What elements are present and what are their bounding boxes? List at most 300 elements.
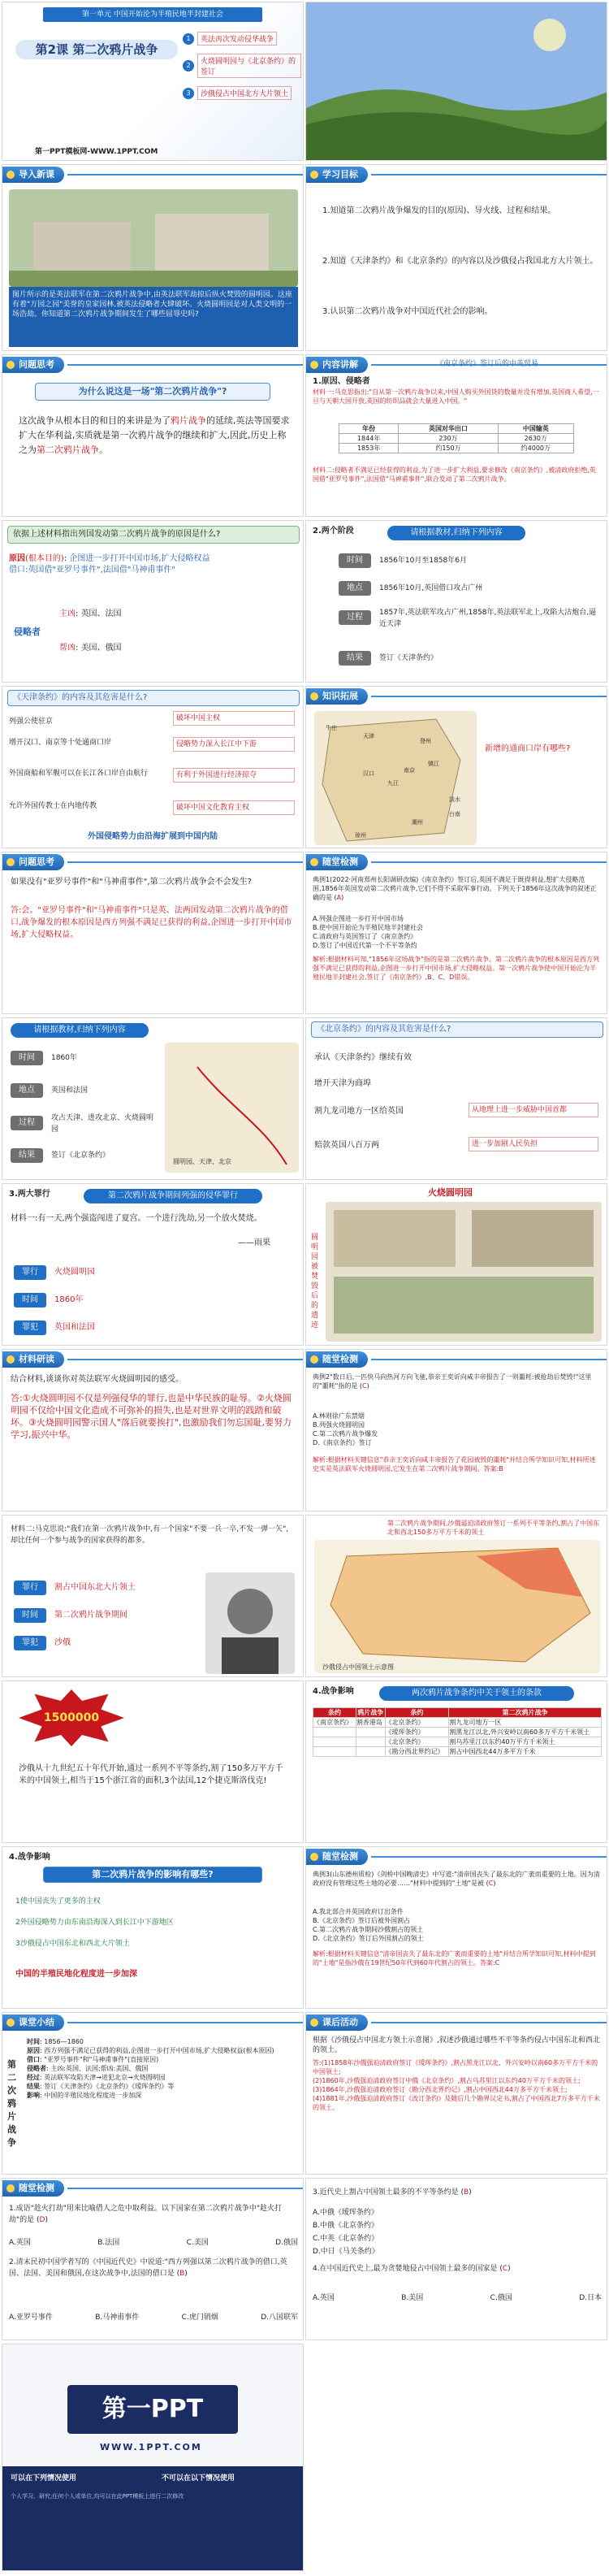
notice-allowed: 可以在下列情况使用 bbox=[11, 2474, 77, 2483]
row-value: 1860年 bbox=[51, 1054, 77, 1062]
check-options bbox=[313, 2292, 602, 2304]
header-label: 随堂检测 bbox=[306, 1351, 368, 1368]
table-row bbox=[339, 444, 574, 453]
header-line bbox=[67, 364, 303, 366]
tianjin-summary: 外国侵略势力由沿海扩展到中国内陆 bbox=[88, 832, 218, 841]
table-row bbox=[313, 1728, 602, 1737]
influence-question: 第二次鸦片战争的影响有哪些? bbox=[43, 1867, 262, 1883]
table-cell: 《北京条约》 bbox=[385, 1718, 449, 1728]
table-cell: 《勘分西北界约记》 bbox=[385, 1747, 449, 1757]
header-line bbox=[67, 861, 303, 863]
option: D.日本 bbox=[579, 2294, 602, 2302]
table-row bbox=[313, 1718, 602, 1728]
table-cell bbox=[356, 1737, 385, 1747]
header-label: 随堂检测 bbox=[306, 854, 368, 870]
summary-key: 侵略者 bbox=[27, 2065, 46, 2072]
question-text: 典例1(2022·河南郑州长阳调研改编)《南京条约》签订后,英国不满足于既得利益,想扩大侵略范围,1856年英国发动第二次鸦片战争,它们不得不采取军事行动。下列关于1856年这次战争的叙述正确的是 bbox=[313, 876, 597, 901]
header-line bbox=[371, 1359, 607, 1360]
table-header: 第二次鸦片战争 bbox=[449, 1708, 602, 1718]
crimes-title: 3.两大罪行 bbox=[9, 1190, 50, 1199]
check-analysis: 解析:根据材料关键信息"恭亲王奕䜣向咸丰帝报告了花园被毁的噩耗"并结合所学知识可知,材料所述史实是英法联军火烧圆明园,它发生在第二次鸦片战争期间。答案:B bbox=[313, 1456, 596, 1472]
goal-1: 1.知道第二次鸦片战争爆发的目的(原因)、导火线、过程和结果。 bbox=[322, 206, 556, 215]
slide-check5 bbox=[305, 2178, 607, 2340]
cover-item bbox=[183, 54, 301, 78]
question-bar bbox=[7, 690, 300, 706]
option: B.马神甫事件 bbox=[95, 2314, 140, 2322]
root-cause: 原因(根本目的): 企图进一步打开中国市场,扩大侵略权益 借口:英国借"亚罗号事件",法国借"马神甫事件" bbox=[9, 554, 210, 575]
think-question: 如果没有"亚罗号事件"和"马神甫事件",第二次鸦片战争会不会发生? bbox=[11, 878, 252, 887]
answer-letter: D bbox=[39, 2216, 45, 2224]
table-header: 中国输英 bbox=[498, 424, 573, 434]
row-key: 罪犯 bbox=[14, 1321, 46, 1335]
header-line bbox=[371, 2022, 607, 2023]
russia-land-map bbox=[314, 1540, 600, 1673]
slide-intro bbox=[2, 164, 304, 351]
option: C.第二次鸦片战争期间沙俄割占的领土 bbox=[313, 1926, 424, 1933]
row-value: 割占中国东北大片领土 bbox=[54, 1583, 136, 1592]
slide-header bbox=[2, 852, 303, 872]
summary-key: 原因 bbox=[27, 2047, 40, 2054]
port-label: 天津 bbox=[363, 733, 374, 739]
summary-value: 签订《天津条约》《北京条约》《瑷珲条约》等 bbox=[44, 2083, 175, 2090]
check-analysis: 解析:根据材料关键信息"清帝国丧失了最东北的广袤而重要的土地"并结合所学知识可知,材料中提到的"土地"是指沙俄在19世纪50年代到60年代割占的领土。答案:C bbox=[313, 1950, 596, 1967]
cover-site: 第一PPT模板网-WWW.1PPT.COM bbox=[35, 148, 158, 156]
row-key: 地点 bbox=[11, 1083, 43, 1098]
slide-header bbox=[2, 1350, 303, 1369]
question-text: 2.清末民初中国学者写的《中国近代史》中说道:"西方列强以第二次鸦片战争的借口,英国、法国、美国和俄国,在这次战争中,法国的借口是 bbox=[9, 2258, 287, 2278]
territory-text: 沙俄从十九世纪五十年代开始,通过一系列不平等条约,割了150多万平方千米的中国领土,相当于15个浙江省的面积,3个法国,12个捷克斯洛伐克! bbox=[19, 1764, 283, 1785]
option: A.列强企图进一步打开中国市场 bbox=[313, 915, 404, 922]
summary-value: "亚罗号事件"和"马神甫事件"(直接原因) bbox=[44, 2056, 159, 2063]
slide-check4 bbox=[2, 2178, 304, 2340]
influence-item: 1使中国丧失了更多的主权 bbox=[15, 1897, 101, 1906]
table-cell: 割黑龙江以北,外兴安岭以南60多万平方千米领土 bbox=[449, 1728, 602, 1737]
beijing-item: 赔款英国八百万两 bbox=[314, 1141, 379, 1150]
option: D.俄国 bbox=[275, 2239, 298, 2247]
influence-summary: 中国的半殖民地化程度进一步加深 bbox=[15, 1970, 137, 1979]
unit-banner: 第一单元 中国开始沦为半殖民地半封建社会 bbox=[43, 7, 262, 22]
intro-caption: 图片所示的是英法联军在第二次鸦片战争中,由英法联军劫掠后纵火焚毁的圆明园。这座有着"万园之园"美誉的皇家园林,被英法侵略者大肆破坏。火烧圆明园是对人类文明的一场浩劫。你知道第二次鸦片战争期间发生了哪些屈辱史吗? bbox=[9, 287, 298, 347]
row-key: 结果 bbox=[339, 651, 371, 666]
influence-item: 3沙俄侵占中国东北和西北大片领土 bbox=[15, 1940, 130, 1948]
notice-forbidden: 不可以在以下情况使用 bbox=[162, 2474, 235, 2483]
port-label: 登州 bbox=[420, 738, 431, 744]
footer-brand bbox=[2, 2344, 304, 2571]
yuanmingyuan-ruins-image bbox=[9, 189, 298, 287]
port-label: 九江 bbox=[387, 780, 399, 787]
row-key: 罪行 bbox=[14, 1265, 46, 1280]
check-options bbox=[313, 2206, 602, 2258]
summary-key: 借口 bbox=[27, 2056, 40, 2063]
burn-sub: 请根据教材,归纳下列内容 bbox=[11, 1023, 149, 1038]
tianjin-effect: 破坏中国文化教育主权 bbox=[173, 800, 295, 815]
think-answer: 答:会。"亚罗号事件"和"马神甫事件"只是英、法两国发动第二次鸦片战争的借口,战争爆发的根本原因是西方列强不满足已获得的利益,企图进一步打开中国市场,扩大侵略权益。 bbox=[11, 906, 292, 939]
option: D.签订了中国近代第一个不平等条约 bbox=[313, 942, 417, 949]
answer-letter: B bbox=[179, 2270, 185, 2278]
beijing-item: 割九龙司地方一区给英国 bbox=[314, 1107, 404, 1116]
summary-key: 影响 bbox=[27, 2092, 40, 2099]
slide-header bbox=[2, 355, 303, 375]
port-label: 潮州 bbox=[412, 819, 423, 826]
expand-question: 新增的通商口岸有哪些? bbox=[485, 744, 571, 753]
slide-header bbox=[2, 2179, 303, 2198]
summary-value: 英法联军攻陷天津→进犯北京→火烧圆明园 bbox=[44, 2074, 166, 2081]
tianjin-effect: 侵略势力深入长江中下游 bbox=[173, 737, 295, 752]
answer-highlight: 第二次鸦片战争 bbox=[37, 445, 99, 455]
summary-key: 时间 bbox=[27, 2038, 40, 2045]
summary-row: 影响: 中国的半殖民地化程度进一步加深 bbox=[27, 2092, 142, 2099]
slide-activity bbox=[305, 2012, 607, 2175]
slide-cover-photo bbox=[305, 2, 607, 161]
invader-main: 主凶: 英国、法国 bbox=[59, 609, 122, 618]
influence-title: 4.战争影响 bbox=[313, 1687, 354, 1696]
stages-sub: 请根据教材,归纳下列内容 bbox=[387, 526, 525, 540]
cover-item-num: 1 bbox=[183, 33, 194, 45]
check-question: 1.成语"趁火打劫"用来比喻借人之危中取利益。以下国家在第二次鸦片战争中"趁火打劫"的是 (D) bbox=[9, 2205, 283, 2224]
header-line bbox=[371, 174, 607, 176]
option: D.《北京条约》签订后外国割占的领土 bbox=[313, 1935, 424, 1942]
slide-header bbox=[306, 1350, 607, 1369]
activity-text: 根据《沙俄侵占中国北方领土示意图》,叙述沙俄通过哪些不平等条约侵占中国东北和西北的领土。 bbox=[313, 2036, 600, 2054]
reading-answer: 答:①火烧圆明园不仅是列强侵华的罪行,也是中华民族的耻辱。②火烧圆明园不仅给中国文化造成不可弥补的损失,也是对世界文明的践踏和破坏。③火烧圆明园警示国人"落后就要挨打",也激励我们勿忘国耻,要努力学习,振兴中华。 bbox=[11, 1393, 292, 1440]
header-line bbox=[67, 2022, 303, 2023]
table-cell: 割九龙司地方一区 bbox=[449, 1718, 602, 1728]
row-value: 攻占天津、进攻北京、火烧圆明园 bbox=[51, 1114, 154, 1134]
header-line bbox=[371, 1856, 607, 1858]
slide-check2 bbox=[305, 1349, 607, 1511]
heading: 1.原因、侵略者 bbox=[313, 377, 370, 386]
table-cell: 230万 bbox=[399, 434, 498, 444]
answer-part: 。 bbox=[99, 445, 108, 455]
marx-portrait bbox=[205, 1572, 295, 1674]
question-text: 依据上述材料指出列国发动第二次鸦片战争的原因是什么? bbox=[13, 530, 221, 539]
question-text: 3.近代史上割占中国领土最多的不平等条约是 bbox=[313, 2188, 459, 2197]
port-label: 淡水 bbox=[449, 796, 460, 803]
slide-content bbox=[305, 354, 607, 517]
header-label: 问题思考 bbox=[2, 854, 64, 870]
notice-bar bbox=[2, 2466, 304, 2571]
invader-help: 帮凶: 美国、俄国 bbox=[59, 644, 122, 653]
goal-2: 2.知道《天津条约》和《北京条约》的内容以及沙俄侵占我国北方大片领土。 bbox=[322, 257, 598, 266]
check-question: 4.在中国近代史上,最为贪婪地侵占中国领土最多的国家是 (C) bbox=[313, 2265, 511, 2273]
check-question: 典例1(2022·河南郑州长阳调研改编)《南京条约》签订后,英国不满足于既得利益,想扩大侵略范围,1856年英国发动第二次鸦片战争,它们不得不采取军事行动。下列关于1856年这次战争的叙述正确的是 (A) bbox=[313, 876, 597, 901]
option: A.亚罗号事件 bbox=[9, 2314, 53, 2322]
header-label: 随堂检测 bbox=[2, 2180, 64, 2197]
material-2: 材料二:侵略者不满足已经获得的利益,为了进一步扩大利益,要求修改《南京条约》,被清政府拒绝,英国借"亚罗号事件",法国借"马神甫事件",联合发动了第二次鸦片战争。 bbox=[313, 466, 596, 483]
table-cell bbox=[313, 1747, 356, 1757]
header-line bbox=[371, 861, 607, 863]
header-line bbox=[67, 1359, 303, 1360]
header-label: 知识拓展 bbox=[306, 688, 368, 705]
slide-cover bbox=[2, 2, 304, 161]
option: C.第二次鸦片战争爆发 bbox=[313, 1430, 378, 1438]
goal-3: 3.认识第二次鸦片战争对中国近代社会的影响。 bbox=[322, 307, 493, 316]
slide-crimes bbox=[2, 1183, 304, 1346]
table-header: 鸦片战争 bbox=[357, 1709, 384, 1716]
option: B.美国 bbox=[401, 2294, 424, 2302]
slide-stages bbox=[305, 520, 607, 683]
slide-header bbox=[306, 852, 607, 872]
crimes-sub: 第二次鸦片战争期间列强的侵华罪行 bbox=[84, 1189, 262, 1203]
landscape-image bbox=[306, 2, 607, 161]
question-bar bbox=[7, 526, 300, 544]
row-key: 罪犯 bbox=[14, 1636, 46, 1650]
row-value: 签订《天津条约》 bbox=[379, 654, 438, 662]
slide-territory bbox=[2, 1680, 304, 1843]
check-question: 典例3(山东德州质检)《剑桥中国晚清史》中写道:"清帝国丧失了最东北的广袤而重要的土地。因为清政府没有管理这些土地的必要……"材料中提到的"土地"是被 (C) bbox=[313, 1871, 600, 1887]
header-label: 问题思考 bbox=[2, 357, 64, 373]
row-value: 第二次鸦片战争期间 bbox=[54, 1611, 127, 1620]
question-text: 1.成语"趁火打劫"用来比喻借人之危中取利益。以下国家在第二次鸦片战争中"趁火打劫"的是 bbox=[9, 2205, 283, 2224]
table-row bbox=[339, 434, 574, 444]
answer-line: (4)1881年,沙俄强迫清政府签订《改订条约》及随后几个勘界议定书,割占了中国西北7万多平方千米的领土。 bbox=[313, 2095, 600, 2111]
header-label: 内容讲解 bbox=[306, 357, 368, 373]
check-options bbox=[313, 914, 602, 950]
option: C.中英《北京条约》 bbox=[313, 2235, 379, 2243]
root-text: 企图进一步打开中国市场,扩大侵略权益 bbox=[69, 554, 210, 563]
table-row bbox=[339, 424, 574, 434]
influence-sub: 两次鸦片战争条约中关于领土的条款 bbox=[379, 1686, 574, 1701]
row-value: 1856年10月,英国借口攻占广州 bbox=[379, 584, 483, 592]
cover-item-label: 沙俄侵占中国北方大片领土 bbox=[197, 86, 292, 100]
check-options bbox=[313, 1412, 602, 1447]
table-cell bbox=[356, 1747, 385, 1757]
table-cell: 《瑷珲条约》 bbox=[385, 1728, 449, 1737]
option: B.列强火烧圆明园 bbox=[313, 1421, 365, 1429]
brand-url: WWW.1PPT.COM bbox=[100, 2442, 202, 2452]
stages-title: 2.两个阶段 bbox=[313, 527, 354, 536]
slide-influence-table bbox=[305, 1680, 607, 1843]
cover-items bbox=[183, 32, 301, 100]
row-value: 签订《北京条约》 bbox=[51, 1151, 110, 1160]
option: D.八国联军 bbox=[261, 2314, 298, 2322]
cover-item bbox=[183, 86, 301, 100]
header-line bbox=[67, 174, 303, 176]
row-value: 沙俄 bbox=[54, 1638, 71, 1647]
port-label: 汉口 bbox=[363, 770, 374, 777]
table-cell bbox=[313, 1737, 356, 1747]
subhead: 《南京条约》签订后的中英贸易 bbox=[436, 360, 539, 368]
check-analysis: 解析:根据材料可知,"1856年这场战争"指的是第二次鸦片战争。第二次鸦片战争的根本原因是西方列强不满足已获得的利益,企图进一步打开中国市场,扩大侵略权益。第一次鸦片战争使中国开始沦为半殖民地半封建社会,签订了《南京条约》,B、C、D错误。 bbox=[313, 956, 599, 981]
russia-map-title: 第二次鸦片战争期间,沙俄逼迫清政府签订一系列不平等条约,割占了中国东北和西北150多万平方千米的领土 bbox=[387, 1520, 600, 1536]
table-row bbox=[313, 1747, 602, 1757]
row-value: 英国和法国 bbox=[51, 1086, 89, 1095]
check-question: 2.清末民初中国学者写的《中国近代史》中说道:"西方列强以第二次鸦片战争的借口,英国、法国、美国和俄国,在这次战争中,法国的借口是 (B) bbox=[9, 2258, 287, 2278]
slide-header bbox=[306, 165, 607, 184]
row-key: 时间 bbox=[14, 1293, 46, 1308]
table-cell: 约150万 bbox=[399, 444, 498, 453]
slide-header bbox=[2, 165, 303, 184]
slide-header bbox=[306, 1847, 607, 1867]
answer-letter: A bbox=[336, 894, 342, 901]
summary-row: 时间: 1856—1860 bbox=[27, 2038, 84, 2045]
row-key: 地点 bbox=[339, 581, 371, 596]
row-key: 时间 bbox=[14, 1608, 46, 1623]
table-cell: 2630万 bbox=[498, 434, 573, 444]
tianjin-item: 允许外国传教士在内地传教 bbox=[9, 802, 97, 810]
table-header: 条约 bbox=[385, 1708, 449, 1718]
option: D.《南京条约》签订 bbox=[313, 1439, 372, 1446]
summary-row: 经过: 英法联军攻陷天津→进犯北京→火烧圆明园 bbox=[27, 2074, 166, 2081]
slide-think bbox=[2, 852, 304, 1014]
root-label: 原因 bbox=[9, 554, 25, 563]
material-1: 材料一:马克思指出:"自从第一次鸦片战争以来,中国人购买外国货的数量并没有增加,英国商人希望,一旦与天朝大国开放,英国的纺织品就会大量进入中国。" bbox=[313, 388, 599, 405]
summary-row: 原因: 西方列强不满足已获得的利益,企图进一步打开中国市场,扩大侵略权益(根本原因) bbox=[27, 2047, 274, 2054]
table-header: 英国对华出口 bbox=[399, 424, 498, 434]
row-key: 过程 bbox=[11, 1116, 43, 1130]
material-author: ——雨果 bbox=[238, 1238, 270, 1247]
beijing-effect: 从地理上进一步威胁中国首都 bbox=[469, 1103, 598, 1117]
port-label: 镇江 bbox=[428, 761, 439, 767]
question-text: 典例2"数日后,一匹快马向热河方向飞驰,恭亲王奕䜣向咸丰帝报告了一则噩耗:被抢劫后焚毁!"这里的"噩耗"指的是 bbox=[313, 1373, 592, 1390]
header-label: 随堂检测 bbox=[306, 1849, 368, 1865]
table-cell bbox=[313, 1728, 356, 1737]
ruins-title: 火烧圆明园 bbox=[428, 1187, 473, 1198]
row-key: 过程 bbox=[339, 610, 371, 625]
option: C.美国 bbox=[186, 2239, 209, 2247]
trade-table bbox=[339, 423, 574, 453]
question-answer bbox=[19, 414, 292, 458]
option: D.中日《马关条约》 bbox=[313, 2248, 379, 2256]
invader-names: 英国、法国 bbox=[80, 609, 122, 618]
header-label: 课堂小结 bbox=[2, 2014, 64, 2031]
cover-item-num: 2 bbox=[183, 60, 194, 72]
question-box: 为什么说这是一场"第二次鸦片战争"? bbox=[35, 383, 270, 401]
option: B.使中国开始沦为半殖民地半封建社会 bbox=[313, 924, 424, 931]
option: A.英国 bbox=[313, 2294, 335, 2302]
cover-item bbox=[183, 32, 301, 46]
question-text: 《北京条约》的内容及其危害是什么? bbox=[317, 1025, 451, 1034]
answer-letter: C bbox=[502, 2265, 508, 2273]
port-label: 南京 bbox=[404, 767, 415, 774]
header-label: 材料研读 bbox=[2, 1351, 64, 1368]
table-header: 条约 bbox=[313, 1708, 356, 1718]
row-value: 1856年10月至1858年6月 bbox=[379, 557, 467, 565]
invader-names: 美国、俄国 bbox=[80, 644, 122, 653]
option: C.虎门销烟 bbox=[181, 2314, 218, 2322]
material: 材料二:马克思说:"我们在第一次鸦片战争中,有一个国家"不要一兵一卒,不发一弹一矢",却比任何一个参与战争的国家获得的都多。 bbox=[11, 1525, 289, 1545]
question-text: 《天津条约》的内容及其危害是什么? bbox=[13, 693, 148, 702]
route-map bbox=[165, 1043, 299, 1173]
slide-goals bbox=[305, 164, 607, 351]
row-value: 1860年 bbox=[54, 1295, 84, 1304]
tianjin-effect: 破坏中国主权 bbox=[173, 711, 295, 726]
tianjin-item: 外国商船和军舰可以在长江各口岸自由航行 bbox=[9, 770, 149, 778]
port-label: 琼州 bbox=[355, 832, 366, 839]
russia-map-caption: 沙俄侵占中国领土示意图 bbox=[322, 1663, 394, 1671]
summary-value: 西方列强不满足已获得的利益,企图进一步打开中国市场,扩大侵略权益(根本原因) bbox=[44, 2047, 274, 2054]
cover-item-num: 3 bbox=[183, 88, 194, 99]
table-cell: 割占中国西北44万多平方千米 bbox=[449, 1747, 602, 1757]
invader-role: 主凶 bbox=[59, 609, 76, 618]
route-map-label: 圆明园、天津、北京 bbox=[173, 1158, 231, 1165]
option: C.清政府与英国签订了《南京条约》 bbox=[313, 933, 417, 940]
slide-beijing bbox=[305, 1017, 607, 1180]
header-label: 课后活动 bbox=[306, 2014, 368, 2031]
tianjin-effect: 有利于外国进行经济掠夺 bbox=[173, 768, 295, 783]
slide-reading bbox=[2, 1349, 304, 1511]
summary-key: 经过 bbox=[27, 2074, 40, 2081]
summary-root: 第二次鸦片战争 bbox=[7, 2059, 16, 2148]
summary-rows bbox=[27, 2037, 300, 2100]
check-question: 3.近代史上割占中国领土最多的不平等条约是 (B) bbox=[313, 2188, 472, 2197]
tianjin-item: 增开汉口、南京等十处通商口岸 bbox=[9, 739, 112, 747]
check-options bbox=[9, 2237, 298, 2249]
activity-answer bbox=[313, 2058, 602, 2112]
question-text: 典例3(山东德州质检)《剑桥中国晚清史》中写道:"清帝国丧失了最东北的广袤而重要的土地。因为清政府没有管理这些土地的必要……"材料中提到的"土地"是被 bbox=[313, 1871, 600, 1887]
table-row bbox=[313, 1737, 602, 1747]
port-label: 台南 bbox=[449, 811, 460, 817]
slide-tianjin bbox=[2, 686, 304, 848]
influence-item: 2外国侵略势力由东南沿海深入到长江中下游地区 bbox=[15, 1919, 174, 1927]
treaty-table bbox=[313, 1707, 602, 1757]
slide-burning bbox=[2, 1017, 304, 1180]
table-cell: 割香港岛 bbox=[356, 1718, 385, 1728]
answer-letter: B bbox=[463, 2188, 469, 2197]
beijing-effect: 进一步加剧人民负担 bbox=[469, 1137, 598, 1151]
notice-notes: 个人学习、研究;任何个人或单位,均可以在此PPT模板上进行二次修改 bbox=[11, 2493, 184, 2500]
table-cell: 割乌苏里江以东约40万平方千米领土 bbox=[449, 1737, 602, 1747]
answer-line: (2)1860年,沙俄强迫清政府签订中俄《北京条约》,割占乌苏里江以东约40万平方千米的领土; bbox=[313, 2077, 581, 2084]
answer-letter: C bbox=[488, 1880, 494, 1887]
summary-row: 结果: 签订《天津条约》《北京条约》《瑷珲条约》等 bbox=[27, 2083, 175, 2090]
row-key: 时间 bbox=[11, 1051, 43, 1065]
beijing-item: 增开天津为商埠 bbox=[314, 1079, 371, 1088]
cover-item-label: 火烧圆明园与《北京条约》的签订 bbox=[197, 54, 301, 78]
slide-header bbox=[306, 2013, 607, 2032]
slide-ruins bbox=[305, 1183, 607, 1346]
table-cell: 1844年 bbox=[339, 434, 399, 444]
answer-part: 这次战争从根本目的和目的来讲是为了 bbox=[19, 415, 171, 426]
answer-letter: C bbox=[362, 1382, 367, 1390]
option: B.《北京条约》签订后被外国割占 bbox=[313, 1917, 411, 1924]
question-text: 4.在中国近代史上,最为贪婪地侵占中国领土最多的国家是 bbox=[313, 2265, 498, 2273]
root-sub: (根本目的) bbox=[25, 554, 64, 563]
summary-value: 中国的半殖民地化程度进一步加深 bbox=[44, 2092, 142, 2099]
pretext-text: 借口:英国借"亚罗号事件",法国借"马神甫事件" bbox=[9, 566, 175, 575]
option: A.中俄《瑷珲条约》 bbox=[313, 2209, 378, 2217]
row-key: 结果 bbox=[11, 1148, 43, 1163]
table-cell bbox=[356, 1728, 385, 1737]
ruins-images bbox=[326, 1202, 602, 1342]
row-value: 火烧圆明园 bbox=[54, 1268, 95, 1277]
option: A.英国 bbox=[9, 2239, 31, 2247]
ruins-side-text: 圆明园被焚毁后的遗迹 bbox=[311, 1234, 319, 1329]
beijing-item: 承认《天津条约》继续有效 bbox=[314, 1053, 412, 1062]
option: C.俄国 bbox=[490, 2294, 512, 2302]
answer-line: 答:(1)1858年沙俄强迫清政府签订《瑷珲条约》,割占黑龙江以北、外兴安岭以南60多万平方千米的中国领土; bbox=[313, 2059, 598, 2075]
header-line bbox=[67, 2188, 303, 2189]
slide-header bbox=[2, 2013, 303, 2032]
table-cell: 《北京条约》 bbox=[385, 1737, 449, 1747]
tianjin-item: 列强公使驻京 bbox=[9, 718, 54, 726]
slide-header bbox=[306, 687, 607, 706]
slide-causes bbox=[2, 520, 304, 683]
table-cell: 约4000万 bbox=[498, 444, 573, 453]
summary-row: 侵略者: 主凶:英国、法国;帮凶:美国、俄国 bbox=[27, 2065, 149, 2072]
answer-part: 的延续,英法等国要求扩大在华利益,实质就是第一次鸦片战争的继续和扩大,因此,历史上称之为 bbox=[19, 415, 290, 455]
reading-question: 结合材料,谈谈你对英法联军火烧圆明园的感受。 bbox=[11, 1375, 184, 1384]
summary-value: 主凶:英国、法国;帮凶:美国、俄国 bbox=[50, 2065, 149, 2072]
slide-check1 bbox=[305, 852, 607, 1014]
slide-question bbox=[2, 354, 304, 517]
lesson-title: 第2课 第二次鸦片战争 bbox=[15, 40, 178, 59]
row-key: 时间 bbox=[339, 553, 371, 568]
slide-russia-map bbox=[305, 1515, 607, 1677]
option: B.中俄《北京条约》 bbox=[313, 2222, 379, 2230]
row-value: 英国和法国 bbox=[54, 1323, 95, 1332]
check-options bbox=[9, 2312, 298, 2323]
